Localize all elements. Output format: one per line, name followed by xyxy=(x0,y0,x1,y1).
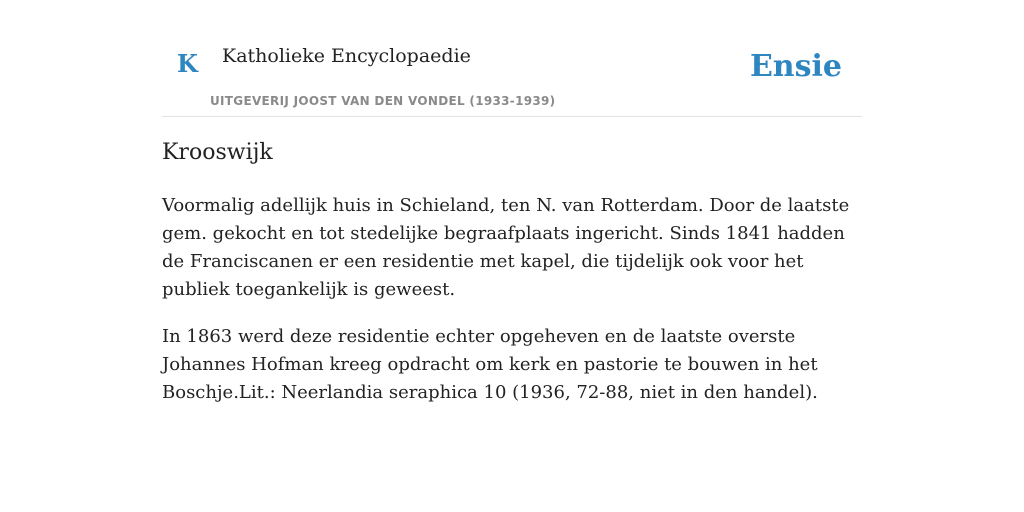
article-paragraph-1: Voormalig adellijk huis in Schieland, ten N. van Rotterdam. Door de laatste gem. gekocht en tot stedelijke begraafplaats ingericht. Sinds 1841 hadden de Franciscanen er een residentie met kapel, die tijdelijk ook voor het publiek toegankelijk is geweest. xyxy=(162,195,850,300)
article-title: Krooswijk xyxy=(162,140,273,165)
content-container xyxy=(162,0,862,403)
article-body xyxy=(162,192,862,426)
article-paragraph-2: In 1863 werd deze residentie echter opgeheven en de laatste overste Johannes Hofman kreeg opdracht om kerk en pastorie te bouwen in het Boschje.Lit.: Neerlandia seraphica 10 (1936, 72-88, niet in den handel). xyxy=(162,326,818,403)
publication-logo[interactable]: K xyxy=(177,49,198,78)
publisher-subtitle: UITGEVERIJ JOOST VAN DEN VONDEL (1933-1939) xyxy=(210,94,556,108)
publication-title[interactable]: Katholieke Encyclopaedie xyxy=(222,45,471,67)
site-header xyxy=(162,0,862,117)
ensie-brand-logo[interactable]: Ensie xyxy=(749,49,842,84)
